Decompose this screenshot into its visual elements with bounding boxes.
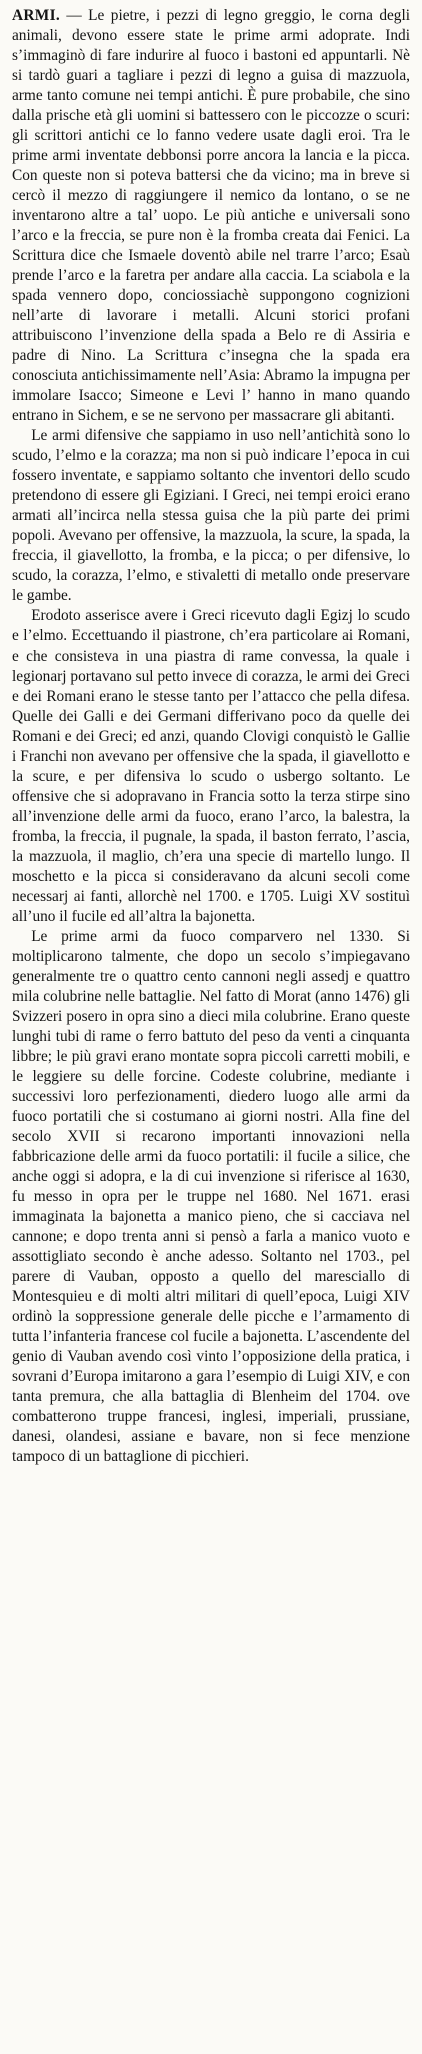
entry-heading: ARMI. — [12, 7, 60, 24]
paragraph-3: Erodoto asserisce avere i Greci ricevuto dagli Egizj lo scudo e l’elmo. Eccettuando il piastrone, ch’era particolare ai Romani, e che consisteva in una piastra di rame convessa, la quale i legionarj portavano sul petto invece di corazza, le armi dei Greci e dei Romani erano le stesse tanto per l’attacco che pella difesa. Quelle dei Galli e dei Germani differivano poco da quelle dei Romani e dei Greci; ed anzi, quando Clovigi conquistò le Gallie i Franchi non avevano per offensive che la spada, il giavellotto e la scure, e per difensiva lo scudo o usbergo soltanto. Le offensive che si adopravano in Francia sotto la terza stirpe sino all’invenzione delle armi da fuoco, erano l’arco, la balestra, la fromba, la freccia, il pugnale, la spada, il baston ferrato, l’ascia, la mazzuola, il maglio, ch’era una specie di martello lungo. Il moschetto e la picca si consideravano da alcuni secoli come necessarj ai fanti, allorchè nel 1700. e 1705. Luigi XV sostituì all’uno il fucile ed all’altra la bajonetta. — [12, 607, 410, 925]
paragraph-2: Le armi difensive che sappiamo in uso nell’antichità sono lo scudo, l’elmo e la corazza; ma non si può indicare l’epoca in cui fossero inventate, e sappiamo soltanto che inventori dello scudo pretendono di essere gli Egiziani. I Greci, nei tempi eroici erano armati all’incirca nella stessa guisa che la più parte dei primi popoli. Avevano per offensive, la mazzuola, la scure, la spada, la freccia, il giavellotto, la fromba, e la picca; o per difensive, lo scudo, la corazza, l’elmo, e stivaletti di metallo onde preservare le gambe. — [12, 427, 410, 605]
paragraph-1-text: — Le pietre, i pezzi di legno greggio, le corna degli animali, devono essere state le prime armi adoprate. Indi s’immaginò di fare indurire al fuoco i bastoni ed appuntarli. Nè si tardò guari a tagliare i pezzi di legno a guisa di mazzuola, arme tanto comune nei tempi antichi. È pure probabile, che sino dalla prische età gli uomini si battessero con le piccozze o scuri: gli scrittori antichi ce lo fanno vedere usate dagli eroi. Tra le prime armi inventate debbonsi porre ancora la lancia e la picca. Con queste non si poteva battersi che da vicino; ma in breve si cercò il mezzo di raggiungere il nemico da lontano, o se ne inventarono altre a tal’ uopo. Le più antiche e universali sono l’arco e la freccia, se pure non è la fromba creata dai Fenici. La Scrittura dice che Ismaele doventò abile nel trarre l’arco; Esaù prende l’arco e la faretra per andare alla caccia. La sciabola e la spada vennero dopo, conciossiachè suppongono cognizioni nell’arte di lavorare i metalli. Alcuni storici profani attribuiscono l’invenzione della spada a Belo re di Assiria e padre di Nino. La Scrittura c’insegna che la spada era conosciuta antichissimamente nell’Asia: Abramo la impugna per immolare Isacco; Simeone e Levi l’ hanno in mano quando entrano in Sichem, e se ne servono per massacrare gli abitanti. — [12, 7, 410, 425]
paragraph-4: Le prime armi da fuoco comparvero nel 1330. Si moltiplicarono talmente, che dopo un secolo s’impiegavano generalmente tre o quattro cento cannoni negli assedj e quattro mila colubrine nelle battaglie. Nel fatto di Morat (anno 1476) gli Svizzeri posero in opra sino a dieci mila colubrine. Erano queste lunghi tubi di rame o ferro battuto del peso da venti a cinquanta libbre; le più gravi erano montate sopra piccoli carretti mobili, e le leggiere su delle forcine. Codeste colubrine, mediante i successivi loro perfezionamenti, diedero luogo alle armi da fuoco portatili che si costumano ai giorni nostri. Alla fine del secolo XVII si recarono importanti innovazioni nella fabbricazione delle armi da fuoco portatili: il fucile a silice, che anche oggi si adopra, e la di cui invenzione si riferisce al 1630, fu messo in opra per le truppe nel 1680. Nel 1671. erasi immaginata la bajonetta a manico pieno, che si cacciava nel cannone; e dopo trenta anni si pensò a farla a manico vuoto e assottigliato secondo è anche adesso. Soltanto nel 1703., pel parere di Vauban, opposto a quello del maresciallo di Montesquieu e di molti altri militari di quell’epoca, Luigi XIV ordinò la soppressione generale delle picche e l’armamento di tutta l’infanteria francese col fucile a bajonetta. L’ascendente del genio di Vauban avendo così vinto l’opposizione della pratica, i sovrani d’Europa imitarono a gara l’esempio di Luigi XIV, e con tanta premura, che alla battaglia di Blenheim del 1704. ove combatterono truppe francesi, inglesi, imperiali, prussiane, danesi, olandesi, assiane e bavare, non si fece menzione tampoco di un battaglione di picchieri. — [12, 927, 410, 1466]
paragraph-1 — [12, 6, 410, 426]
